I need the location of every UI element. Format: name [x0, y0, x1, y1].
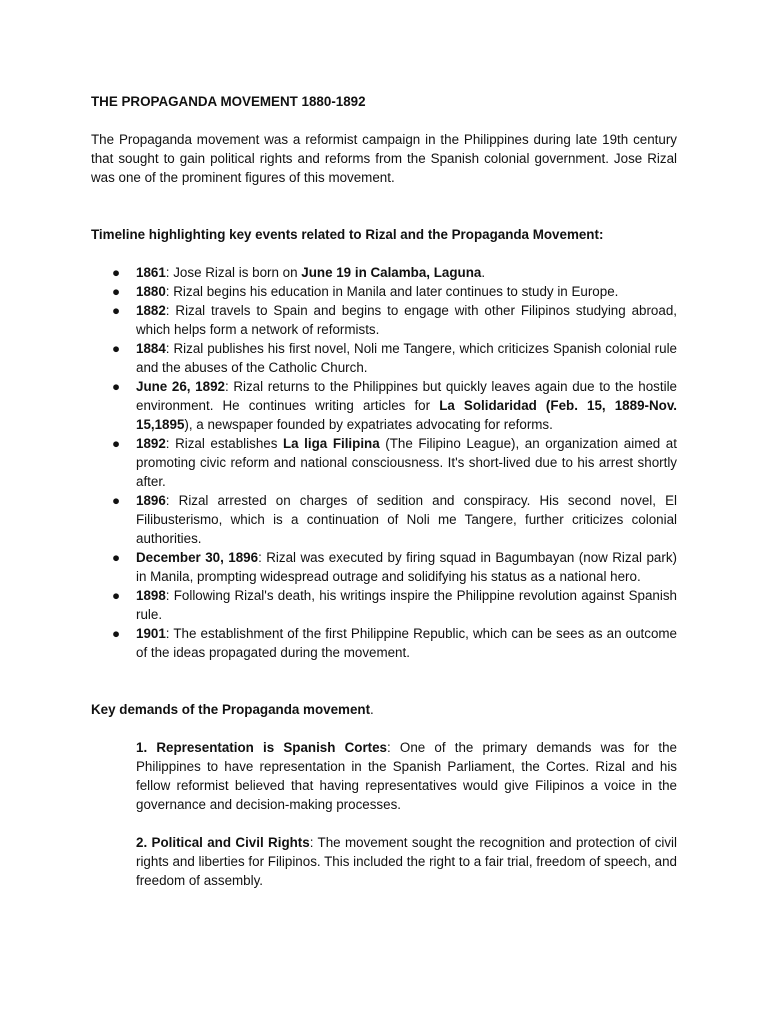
demand-item: 2. Political and Civil Rights: The movement sought the recognition and protection of civil rights and liberties for Filipinos. This included the right to a fair trial, freedom of speech, and freedom of assembly. [136, 835, 678, 888]
timeline-item: ● 1892: Rizal establishes La liga Filipina (The Filipino League), an organization aimed at promoting civic reform and national consciousness. It's short-lived due to his arrest shortly after. [112, 436, 677, 489]
document-content [91, 92, 677, 890]
bullet-icon: ● [112, 493, 121, 508]
document-title: THE PROPAGANDA MOVEMENT 1880-1892 [91, 94, 366, 109]
timeline-item: ● 1901: The establishment of the first Philippine Republic, which can be sees as an outcome of the ideas propagated during the movement. [112, 626, 677, 660]
bullet-icon: ● [112, 265, 121, 280]
timeline-heading: Timeline highlighting key events related to Rizal and the Propaganda Movement: [91, 227, 604, 242]
timeline-item: ● 1882: Rizal travels to Spain and begins to engage with other Filipinos studying abroad, which helps form a network of reformists. [112, 303, 677, 337]
demand-item: 1. Representation is Spanish Cortes: One of the primary demands was for the Philippines to have representation in the Spanish Parliament, the Cortes. Rizal and his fellow reformist believed that having representatives would give Filipinos a voice in the governance and decision-making processes. [136, 740, 677, 812]
bullet-icon: ● [112, 436, 121, 451]
bullet-icon: ● [112, 550, 121, 565]
timeline-item: ● 1884: Rizal publishes his first novel, Noli me Tangere, which criticizes Spanish colonial rule and the abuses of the Catholic Church. [112, 341, 677, 375]
bullet-icon: ● [112, 284, 121, 299]
demands-heading: Key demands of the Propaganda movement. [91, 702, 374, 717]
timeline-item: ● June 26, 1892: Rizal returns to the Philippines but quickly leaves again due to the hostile environment. He continues writing articles for La Solidaridad (Feb. 15, 1889-Nov. 15,1895), a newspaper founded by expatriates advocating for reforms. [112, 379, 678, 432]
timeline-item: ● December 30, 1896: Rizal was executed by firing squad in Bagumbayan (now Rizal park) in Manila, prompting widespread outrage and solidifying his status as a national hero. [112, 550, 677, 584]
bullet-icon: ● [112, 303, 121, 318]
timeline-list [91, 263, 677, 662]
timeline-item: ● 1896: Rizal arrested on charges of sedition and conspiracy. His second novel, El Filibusterismo, which is a continuation of Noli me Tangere, further criticizes colonial authorities. [112, 493, 677, 546]
bullet-icon: ● [112, 341, 121, 356]
bullet-icon: ● [112, 588, 121, 603]
timeline-item: ● 1898: Following Rizal's death, his writings inspire the Philippine revolution against Spanish rule. [112, 588, 677, 622]
intro-paragraph: The Propaganda movement was a reformist campaign in the Philippines during late 19th century that sought to gain political rights and reforms from the Spanish colonial government. Jose Rizal was one of the prominent figures of this movement. [91, 132, 677, 185]
timeline-item: ● 1880: Rizal begins his education in Manila and later continues to study in Europe. [112, 284, 619, 299]
bullet-icon: ● [112, 626, 121, 641]
bullet-icon: ● [112, 379, 121, 394]
demands-list [91, 738, 677, 890]
timeline-item: ● 1861: Jose Rizal is born on June 19 in Calamba, Laguna. [112, 265, 486, 280]
